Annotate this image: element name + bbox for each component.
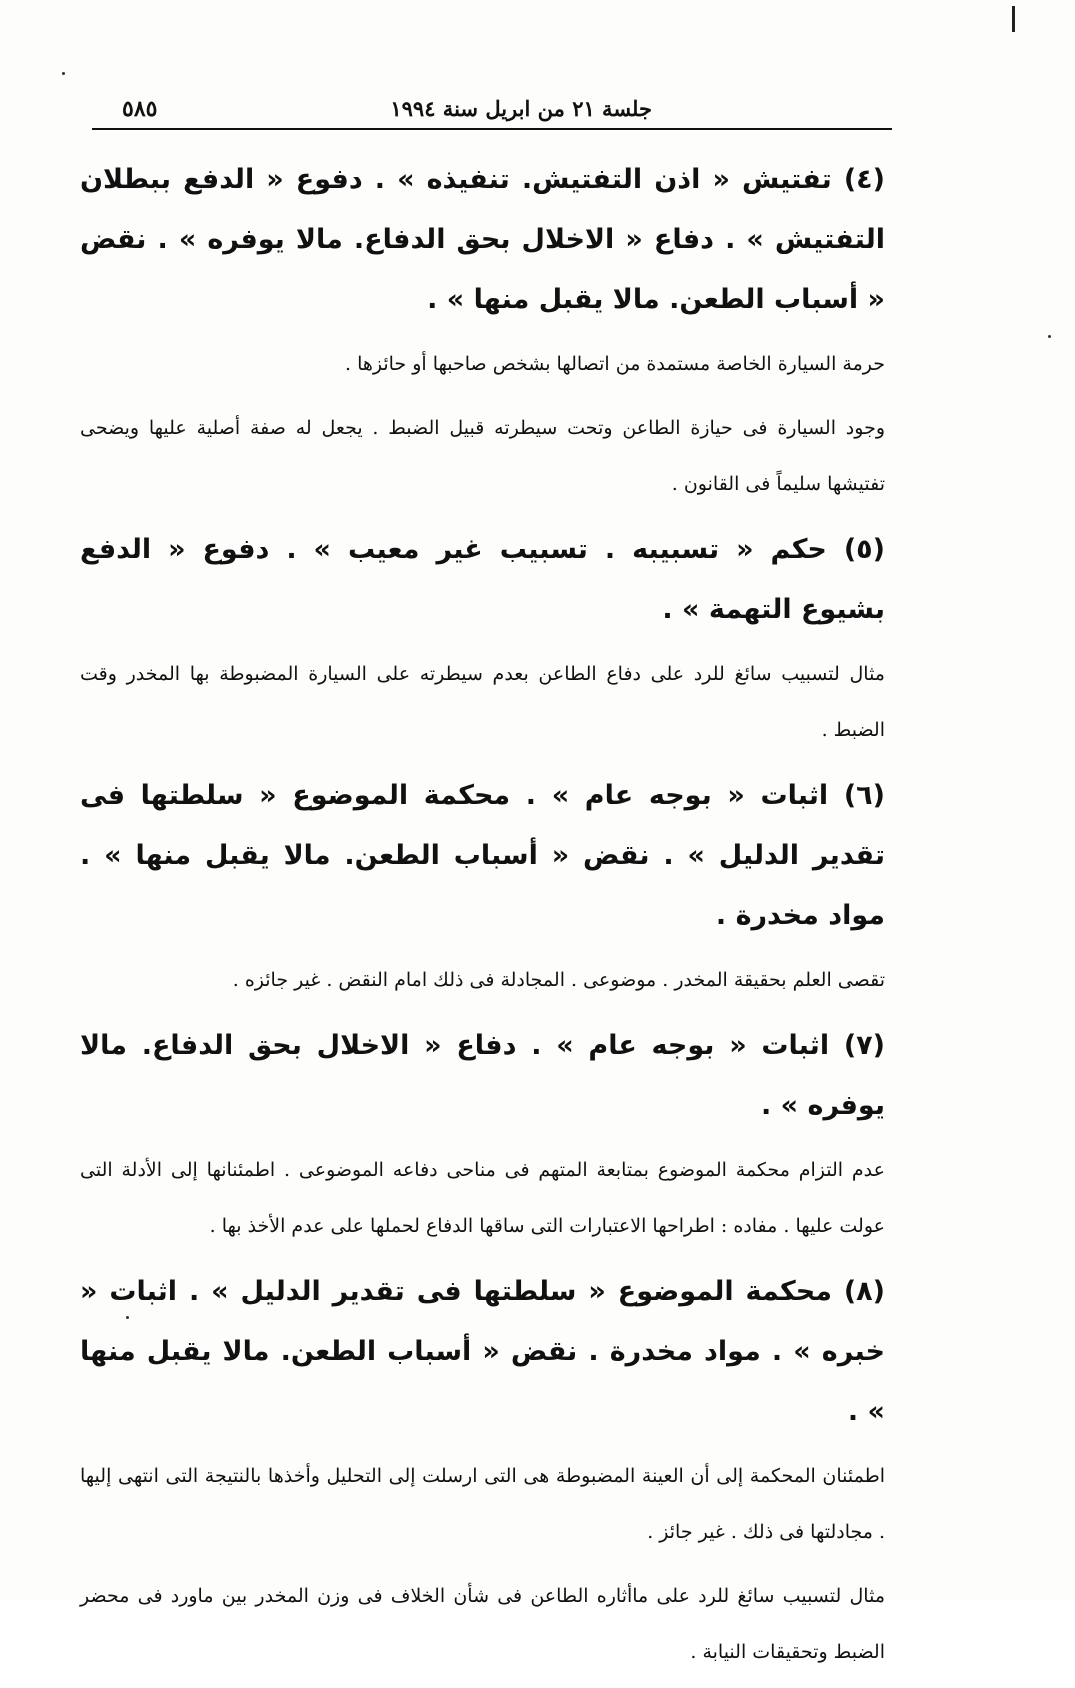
section-6 [80,766,885,1008]
section-paragraph: وجود السيارة فى حيازة الطاعن وتحت سيطرته قبيل الضبط . يجعل له صفة أصلية عليها ويضحى تفتيشها سليماً فى القانون . [80,417,885,495]
scan-speck [1048,335,1051,338]
scan-speck [62,72,65,75]
section-paragraph: مثال لتسبيب سائغ للرد على ماأثاره الطاعن فى شأن الخلاف فى وزن المخدر بين ماورد فى محضر الضبط وتحقيقات النيابة . [80,1585,885,1663]
section-4 [80,150,885,512]
page-header [92,96,892,130]
section-8 [80,1262,885,1680]
section-heading: (٥) حكم « تسبيبه . تسبيب غير معيب » . دفوع « الدفع بشيوع التهمة » . [80,534,885,625]
section-heading: (٤) تفتيش « اذن التفتيش. تنفيذه » . دفوع « الدفع ببطلان التفتيش » . دفاع « الاخلال بحق الدفاع. مالا يوفره » . نقض « أسباب الطعن. مالا يقبل منها » . [80,164,885,315]
section-5 [80,520,885,758]
header-rule [92,128,892,130]
section-paragraph: حرمة السيارة الخاصة مستمدة من اتصالها بشخص صاحبها أو حائزها . [344,353,885,375]
section-paragraph: اطمئنان المحكمة إلى أن العينة المضبوطة هى التى ارسلت إلى التحليل وأخذها بالنتيجة التى انتهى إليها . مجادلتها فى ذلك . غير جائز . [80,1465,885,1543]
scan-speck [126,1316,129,1319]
section-7 [80,1016,885,1254]
section-paragraph: عدم التزام محكمة الموضوع بمتابعة المتهم فى مناحى دفاعه الموضوعى . اطمئنانها إلى الأدلة التى عولت عليها . مفاده : اطراحها الاعتبارات التى ساقها الدفاع لحملها على عدم الأخذ بها . [80,1159,885,1237]
section-heading: (٦) اثبات « بوجه عام » . محكمة الموضوع « سلطتها فى تقدير الدليل » . نقض « أسباب الطعن. مالا يقبل منها » . مواد مخدرة . [80,780,885,931]
page-edge-mark [1012,6,1015,32]
page-number: ٥٨٥ [122,96,158,122]
section-heading: (٨) محكمة الموضوع « سلطتها فى تقدير الدليل » . اثبات « خبره » . مواد مخدرة . نقض « أسباب الطعن. مالا يقبل منها » . [80,1276,885,1427]
section-heading: (٧) اثبات « بوجه عام » . دفاع « الاخلال بحق الدفاع. مالا يوفره » . [80,1030,885,1121]
section-paragraph: تقصى العلم بحقيقة المخدر . موضوعى . المجادلة فى ذلك امام النقض . غير جائزه . [232,969,885,991]
header-title: جلسة ٢١ من ابريل سنة ١٩٩٤ [390,96,652,121]
section-paragraph: مثال لتسبيب سائغ للرد على دفاع الطاعن بعدم سيطرته على السيارة المضبوطة بها المخدر وقت الضبط . [80,663,885,741]
document-body [80,150,885,1688]
